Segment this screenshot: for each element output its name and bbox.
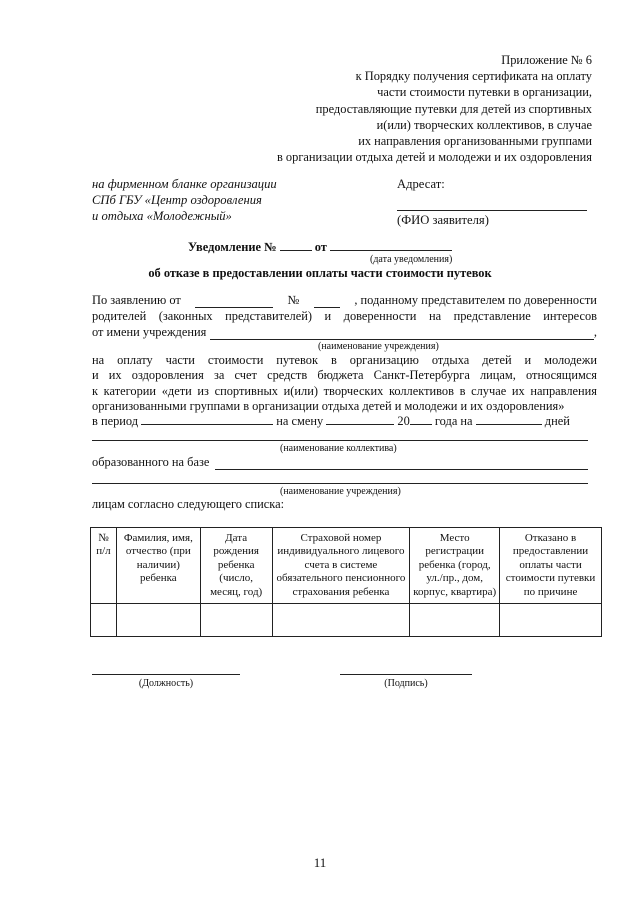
appendix-line: к Порядку получения сертификата на оплату [355, 69, 592, 84]
col-header-snils: Страховой номер индивидуального лицевого счета в системе обязательного пенсионного страхования ребенка [272, 528, 410, 604]
letterhead-line: на фирменном бланке организации [92, 177, 277, 191]
notice-date-field[interactable] [330, 250, 452, 251]
body-line-9 [92, 455, 588, 470]
position-line[interactable] [92, 674, 240, 675]
application-number-field[interactable] [314, 293, 340, 308]
col-header-number: № п/л [91, 528, 117, 604]
body-line-8 [92, 414, 570, 429]
page-number: 11 [313, 855, 327, 870]
addressee-caption: (ФИО заявителя) [397, 213, 489, 227]
appendix-line: предоставляющие путевки для детей из спортивных [315, 101, 592, 116]
days-field[interactable] [476, 424, 542, 425]
notice-subject: об отказе в предоставлении оплаты части стоимости путевок [148, 266, 492, 280]
col-header-name: Фамилия, имя, отчество (при наличии) ребенка [116, 528, 200, 604]
body-text: дней [544, 414, 570, 428]
body-line-10: лицам согласно следующего списка: [92, 497, 285, 511]
body-line-7: организованными группами в организации отдыха детей и молодежи и их оздоровления» [92, 399, 565, 413]
col-header-birthdate: Дата рождения ребенка (число, месяц, год) [200, 528, 272, 604]
signature-line[interactable] [340, 674, 472, 675]
notice-number-field[interactable] [280, 250, 312, 251]
appendix-title: Приложение № 6 [501, 53, 592, 67]
body-text: в период [92, 414, 139, 428]
institution-field[interactable] [210, 325, 594, 340]
table-cell[interactable] [200, 604, 272, 637]
table-cell[interactable] [500, 604, 602, 637]
body-line-1 [92, 293, 597, 308]
table-cell[interactable] [91, 604, 117, 637]
appendix-line: в организации отдыха детей и молодежи и их оздоровления [276, 150, 592, 165]
table-cell[interactable] [116, 604, 200, 637]
application-date-field[interactable] [195, 293, 273, 308]
letterhead-line: и отдыха «Молодежный» [92, 209, 232, 223]
body-text: на смену [276, 414, 324, 428]
notice-from: от [314, 240, 327, 254]
table-cell[interactable] [410, 604, 500, 637]
body-text: По заявлению от [92, 293, 181, 307]
body-line-4: на оплату части стоимости путевок в организацию отдыха детей и молодежи [92, 353, 597, 367]
year-field[interactable] [410, 424, 432, 425]
appendix-line: их направления организованными группами [358, 134, 592, 149]
collective-caption: (наименование коллектива) [280, 443, 397, 454]
appendix-header [277, 52, 592, 165]
base-institution-field[interactable] [215, 455, 588, 470]
notice-title [0, 240, 640, 255]
collective-field[interactable] [92, 440, 588, 441]
body-text: , поданному представителем по доверенности [354, 293, 597, 307]
notice-prefix: Уведомление № [187, 240, 277, 254]
position-caption: (Должность) [138, 678, 194, 689]
appendix-line: и(или) творческих коллективов, в случае [376, 117, 592, 132]
body-text: 20 [397, 414, 410, 428]
base-institution-line[interactable] [92, 483, 588, 484]
col-header-registration: Место регистрации ребенка (город, ул./пр., дом, корпус, квартира) [410, 528, 500, 604]
letterhead-note [92, 176, 277, 224]
signature-caption: (Подпись) [384, 678, 428, 689]
addressee-field[interactable] [397, 194, 587, 211]
body-text: , [593, 325, 597, 339]
table-header-row [91, 528, 602, 604]
addressee-block [397, 176, 597, 228]
body-line-6: к категории «дети из спортивных и(или) творческих коллективов в случае их направления [92, 384, 597, 398]
table-cell[interactable] [272, 604, 410, 637]
children-table [90, 527, 602, 637]
institution-caption: (наименование учреждения) [318, 341, 439, 352]
appendix-line: части стоимости путевки в организации, [377, 85, 592, 100]
body-text: от имени учреждения [92, 325, 207, 339]
body-line-2: родителей (законных представителей) и доверенности на представление интересов [92, 309, 597, 323]
table-row [91, 604, 602, 637]
letterhead-line: СПб ГБУ «Центр оздоровления [92, 193, 262, 207]
period-field[interactable] [141, 424, 273, 425]
body-line-5: и их оздоровления за счет средств бюджета Санкт-Петербурга лицам, относящимся [92, 368, 597, 382]
shift-field[interactable] [326, 424, 394, 425]
addressee-label: Адресат: [397, 177, 445, 191]
body-text: № [287, 293, 300, 307]
notice-date-caption: (дата уведомления) [370, 254, 453, 265]
body-text: образованного на базе [92, 455, 210, 469]
body-text: года на [434, 414, 473, 428]
base-institution-caption: (наименование учреждения) [280, 486, 401, 497]
body-line-3 [92, 325, 597, 340]
col-header-refusal-reason: Отказано в предоставлении оплаты части стоимости путевки по причине [500, 528, 602, 604]
